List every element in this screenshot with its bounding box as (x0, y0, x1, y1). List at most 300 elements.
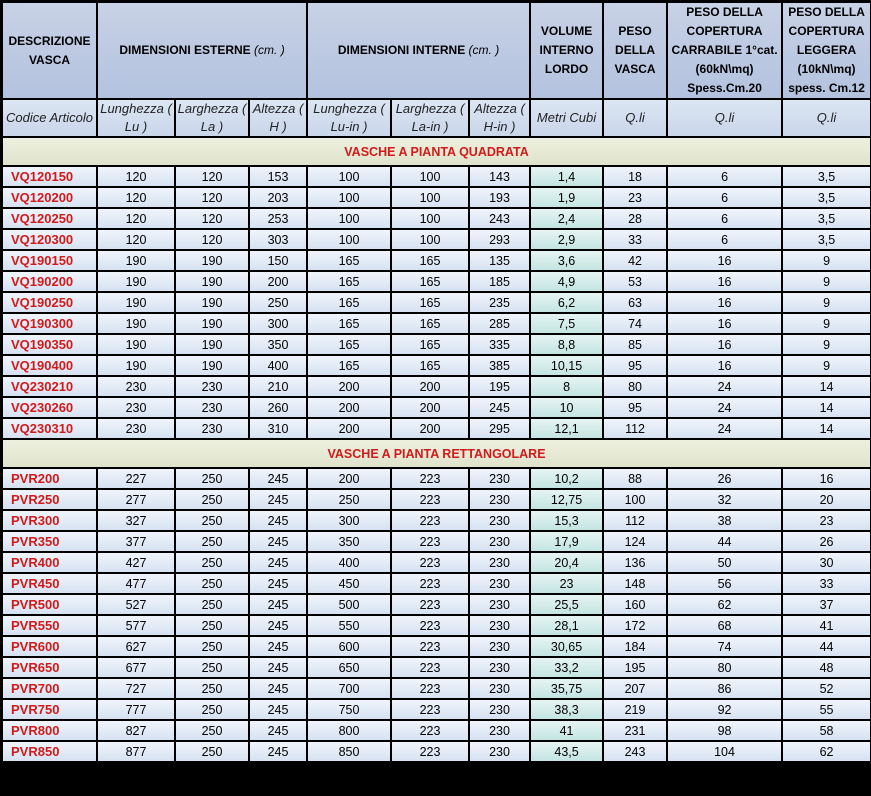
cell-peso-carrabile: 92 (667, 699, 782, 720)
cell-code: VQ230310 (2, 418, 97, 439)
cell-la: 120 (175, 166, 249, 187)
cell-lu: 527 (97, 594, 175, 615)
cell-lu: 727 (97, 678, 175, 699)
cell-peso: 23 (603, 187, 667, 208)
cell-la-in: 223 (391, 657, 469, 678)
cell-la-in: 165 (391, 271, 469, 292)
cell-peso-leggera: 44 (782, 636, 871, 657)
cell-peso-leggera: 16 (782, 468, 871, 489)
cell-h: 245 (249, 615, 307, 636)
cell-h: 245 (249, 510, 307, 531)
cell-lu-in: 400 (307, 552, 391, 573)
table-row (2, 271, 871, 292)
cell-peso: 148 (603, 573, 667, 594)
cell-lu: 827 (97, 720, 175, 741)
cell-h-in: 143 (469, 166, 530, 187)
cell-lu-in: 350 (307, 531, 391, 552)
cell-h: 245 (249, 468, 307, 489)
cell-h-in: 285 (469, 313, 530, 334)
cell-volume: 1,4 (530, 166, 603, 187)
cell-la-in: 223 (391, 699, 469, 720)
cell-h: 200 (249, 271, 307, 292)
cell-la-in: 223 (391, 468, 469, 489)
cell-code: PVR400 (2, 552, 97, 573)
cell-code: PVR200 (2, 468, 97, 489)
cell-peso: 100 (603, 489, 667, 510)
cell-h: 210 (249, 376, 307, 397)
cell-lu-in: 165 (307, 250, 391, 271)
header-volume: VOLUME INTERNO LORDO (530, 2, 603, 99)
cell-lu-in: 800 (307, 720, 391, 741)
cell-peso-leggera: 55 (782, 699, 871, 720)
subheader-codice: Codice Articolo (2, 99, 97, 137)
cell-la-in: 223 (391, 573, 469, 594)
cell-peso: 112 (603, 510, 667, 531)
cell-peso: 33 (603, 229, 667, 250)
cell-lu-in: 200 (307, 376, 391, 397)
cell-la: 120 (175, 208, 249, 229)
cell-la: 190 (175, 334, 249, 355)
cell-la-in: 223 (391, 720, 469, 741)
cell-h: 153 (249, 166, 307, 187)
cell-peso-leggera: 14 (782, 376, 871, 397)
cell-code: VQ230260 (2, 397, 97, 418)
cell-la-in: 165 (391, 334, 469, 355)
table-row (2, 313, 871, 334)
cell-peso: 172 (603, 615, 667, 636)
cell-peso-carrabile: 24 (667, 376, 782, 397)
cell-lu-in: 100 (307, 166, 391, 187)
cell-code: VQ230210 (2, 376, 97, 397)
cell-lu-in: 650 (307, 657, 391, 678)
cell-peso-leggera: 37 (782, 594, 871, 615)
cell-lu-in: 250 (307, 489, 391, 510)
cell-peso: 160 (603, 594, 667, 615)
cell-la: 250 (175, 489, 249, 510)
cell-code: VQ190350 (2, 334, 97, 355)
header-row (2, 2, 871, 99)
subheader-peso-carrabile: Q.li (667, 99, 782, 137)
cell-lu: 190 (97, 271, 175, 292)
table-row (2, 678, 871, 699)
table-row (2, 250, 871, 271)
cell-peso-carrabile: 16 (667, 292, 782, 313)
cell-peso-leggera: 14 (782, 418, 871, 439)
section-header (2, 137, 871, 166)
cell-lu: 230 (97, 376, 175, 397)
cell-volume: 12,1 (530, 418, 603, 439)
cell-lu: 677 (97, 657, 175, 678)
header-dimensioni-interne-unit: (cm. ) (468, 43, 500, 57)
cell-peso: 80 (603, 376, 667, 397)
cell-h: 245 (249, 699, 307, 720)
cell-peso: 42 (603, 250, 667, 271)
cell-la-in: 165 (391, 313, 469, 334)
table-row (2, 166, 871, 187)
cell-peso: 112 (603, 418, 667, 439)
cell-la: 250 (175, 615, 249, 636)
cell-code: PVR750 (2, 699, 97, 720)
cell-la: 250 (175, 741, 249, 762)
cell-volume: 7,5 (530, 313, 603, 334)
cell-lu-in: 100 (307, 229, 391, 250)
table-row (2, 636, 871, 657)
cell-h-in: 230 (469, 678, 530, 699)
subheader-la: Larghezza ( La ) (175, 99, 249, 137)
table-row (2, 376, 871, 397)
cell-lu: 190 (97, 250, 175, 271)
cell-code: VQ190250 (2, 292, 97, 313)
subheader-row (2, 99, 871, 137)
cell-h: 310 (249, 418, 307, 439)
cell-volume: 6,2 (530, 292, 603, 313)
cell-peso-leggera: 41 (782, 615, 871, 636)
cell-lu: 120 (97, 208, 175, 229)
table-row (2, 292, 871, 313)
cell-volume: 35,75 (530, 678, 603, 699)
cell-la-in: 223 (391, 741, 469, 762)
cell-peso-leggera: 9 (782, 355, 871, 376)
cell-peso-leggera: 23 (782, 510, 871, 531)
vasche-table (1, 1, 871, 763)
cell-h-in: 295 (469, 418, 530, 439)
table-row (2, 355, 871, 376)
cell-peso-carrabile: 50 (667, 552, 782, 573)
cell-volume: 10,2 (530, 468, 603, 489)
cell-peso-carrabile: 24 (667, 418, 782, 439)
cell-h-in: 195 (469, 376, 530, 397)
cell-code: VQ120300 (2, 229, 97, 250)
cell-la: 190 (175, 271, 249, 292)
cell-peso-carrabile: 80 (667, 657, 782, 678)
cell-volume: 3,6 (530, 250, 603, 271)
cell-la: 230 (175, 418, 249, 439)
cell-lu-in: 300 (307, 510, 391, 531)
cell-peso-carrabile: 16 (667, 250, 782, 271)
cell-h-in: 185 (469, 271, 530, 292)
cell-la: 250 (175, 657, 249, 678)
cell-peso-leggera: 20 (782, 489, 871, 510)
cell-peso: 124 (603, 531, 667, 552)
cell-la: 230 (175, 376, 249, 397)
cell-h-in: 385 (469, 355, 530, 376)
cell-volume: 4,9 (530, 271, 603, 292)
subheader-lu: Lunghezza ( Lu ) (97, 99, 175, 137)
cell-h: 253 (249, 208, 307, 229)
cell-peso: 28 (603, 208, 667, 229)
cell-la-in: 223 (391, 552, 469, 573)
cell-la-in: 165 (391, 292, 469, 313)
header-peso-carrabile: PESO DELLA COPERTURA CARRABILE 1°cat. (60kN\mq) Spess.Cm.20 (667, 2, 782, 99)
header-dimensioni-interne-label: DIMENSIONI INTERNE (337, 43, 466, 57)
cell-la: 250 (175, 720, 249, 741)
cell-lu-in: 100 (307, 187, 391, 208)
cell-h: 350 (249, 334, 307, 355)
section-title: VASCHE A PIANTA QUADRATA (2, 137, 871, 166)
cell-h-in: 245 (469, 397, 530, 418)
cell-lu-in: 550 (307, 615, 391, 636)
section-header (2, 439, 871, 468)
table-row (2, 741, 871, 762)
cell-la: 190 (175, 355, 249, 376)
cell-h: 303 (249, 229, 307, 250)
cell-code: PVR550 (2, 615, 97, 636)
cell-code: PVR500 (2, 594, 97, 615)
cell-h: 245 (249, 636, 307, 657)
table-row (2, 489, 871, 510)
cell-h-in: 335 (469, 334, 530, 355)
cell-peso: 18 (603, 166, 667, 187)
table-row (2, 208, 871, 229)
cell-lu-in: 100 (307, 208, 391, 229)
cell-lu-in: 450 (307, 573, 391, 594)
cell-peso: 136 (603, 552, 667, 573)
table-row (2, 187, 871, 208)
cell-peso: 231 (603, 720, 667, 741)
cell-h: 245 (249, 594, 307, 615)
cell-peso-carrabile: 104 (667, 741, 782, 762)
header-dimensioni-esterne-unit: (cm. ) (254, 43, 285, 57)
table-row (2, 657, 871, 678)
cell-peso-carrabile: 32 (667, 489, 782, 510)
cell-peso-carrabile: 16 (667, 334, 782, 355)
cell-peso-carrabile: 68 (667, 615, 782, 636)
cell-la-in: 100 (391, 166, 469, 187)
cell-peso: 53 (603, 271, 667, 292)
cell-peso: 95 (603, 355, 667, 376)
cell-peso-leggera: 26 (782, 531, 871, 552)
cell-la-in: 200 (391, 376, 469, 397)
cell-la-in: 165 (391, 355, 469, 376)
header-peso: PESO DELLA VASCA (603, 2, 667, 99)
cell-peso: 88 (603, 468, 667, 489)
cell-h-in: 230 (469, 510, 530, 531)
cell-lu: 227 (97, 468, 175, 489)
cell-volume: 43,5 (530, 741, 603, 762)
cell-peso-leggera: 58 (782, 720, 871, 741)
cell-lu: 230 (97, 397, 175, 418)
cell-h-in: 230 (469, 741, 530, 762)
header-dimensioni-esterne (97, 2, 307, 99)
cell-la: 190 (175, 313, 249, 334)
cell-h: 245 (249, 657, 307, 678)
cell-lu: 627 (97, 636, 175, 657)
header-dimensioni-interne (307, 2, 530, 99)
cell-peso-leggera: 48 (782, 657, 871, 678)
cell-lu-in: 165 (307, 292, 391, 313)
cell-code: PVR250 (2, 489, 97, 510)
cell-lu: 477 (97, 573, 175, 594)
header-descrizione: DESCRIZIONE VASCA (2, 2, 97, 99)
cell-peso-carrabile: 62 (667, 594, 782, 615)
cell-peso-carrabile: 38 (667, 510, 782, 531)
subheader-peso: Q.li (603, 99, 667, 137)
cell-peso-leggera: 52 (782, 678, 871, 699)
table-body (2, 2, 871, 762)
cell-h-in: 235 (469, 292, 530, 313)
cell-la: 230 (175, 397, 249, 418)
cell-h-in: 293 (469, 229, 530, 250)
cell-lu-in: 165 (307, 355, 391, 376)
subheader-hin: Altezza ( H-in ) (469, 99, 530, 137)
table-row (2, 573, 871, 594)
subheader-h: Altezza ( H ) (249, 99, 307, 137)
cell-volume: 15,3 (530, 510, 603, 531)
cell-code: VQ190150 (2, 250, 97, 271)
cell-peso-leggera: 3,5 (782, 229, 871, 250)
cell-peso-leggera: 3,5 (782, 187, 871, 208)
cell-h-in: 230 (469, 636, 530, 657)
cell-volume: 2,4 (530, 208, 603, 229)
cell-volume: 8 (530, 376, 603, 397)
cell-lu-in: 165 (307, 271, 391, 292)
cell-lu: 230 (97, 418, 175, 439)
cell-h: 245 (249, 531, 307, 552)
cell-la: 120 (175, 229, 249, 250)
subheader-volume: Metri Cubi (530, 99, 603, 137)
cell-la: 250 (175, 468, 249, 489)
cell-la: 190 (175, 250, 249, 271)
cell-peso: 63 (603, 292, 667, 313)
table-row (2, 699, 871, 720)
cell-lu: 190 (97, 292, 175, 313)
cell-h-in: 230 (469, 720, 530, 741)
cell-peso-carrabile: 16 (667, 271, 782, 292)
cell-h-in: 230 (469, 594, 530, 615)
cell-h: 245 (249, 741, 307, 762)
cell-code: VQ120150 (2, 166, 97, 187)
cell-lu: 190 (97, 313, 175, 334)
cell-peso-carrabile: 6 (667, 229, 782, 250)
table-row (2, 720, 871, 741)
cell-lu-in: 200 (307, 397, 391, 418)
cell-lu-in: 500 (307, 594, 391, 615)
cell-peso: 195 (603, 657, 667, 678)
cell-lu: 877 (97, 741, 175, 762)
cell-peso-leggera: 33 (782, 573, 871, 594)
table-row (2, 229, 871, 250)
cell-volume: 10,15 (530, 355, 603, 376)
cell-peso-carrabile: 6 (667, 208, 782, 229)
cell-la-in: 223 (391, 636, 469, 657)
cell-peso-leggera: 3,5 (782, 208, 871, 229)
cell-volume: 41 (530, 720, 603, 741)
cell-peso: 74 (603, 313, 667, 334)
cell-peso-leggera: 9 (782, 313, 871, 334)
header-dimensioni-esterne-label: DIMENSIONI ESTERNE (119, 43, 251, 57)
cell-code: VQ120250 (2, 208, 97, 229)
cell-volume: 38,3 (530, 699, 603, 720)
cell-lu-in: 700 (307, 678, 391, 699)
cell-peso-carrabile: 56 (667, 573, 782, 594)
cell-peso-carrabile: 16 (667, 355, 782, 376)
cell-peso: 95 (603, 397, 667, 418)
cell-volume: 17,9 (530, 531, 603, 552)
cell-la: 250 (175, 594, 249, 615)
cell-lu-in: 165 (307, 334, 391, 355)
cell-h-in: 243 (469, 208, 530, 229)
cell-h-in: 230 (469, 573, 530, 594)
cell-peso-leggera: 62 (782, 741, 871, 762)
cell-h-in: 135 (469, 250, 530, 271)
cell-la-in: 223 (391, 615, 469, 636)
cell-lu: 190 (97, 334, 175, 355)
table-row (2, 418, 871, 439)
section-title: VASCHE A PIANTA RETTANGOLARE (2, 439, 871, 468)
cell-h-in: 230 (469, 468, 530, 489)
cell-peso-carrabile: 98 (667, 720, 782, 741)
cell-la-in: 223 (391, 678, 469, 699)
cell-la-in: 100 (391, 208, 469, 229)
cell-peso-carrabile: 26 (667, 468, 782, 489)
cell-code: PVR450 (2, 573, 97, 594)
cell-volume: 25,5 (530, 594, 603, 615)
cell-lu-in: 750 (307, 699, 391, 720)
cell-code: VQ120200 (2, 187, 97, 208)
cell-la: 120 (175, 187, 249, 208)
cell-peso: 207 (603, 678, 667, 699)
cell-peso: 243 (603, 741, 667, 762)
cell-la-in: 223 (391, 594, 469, 615)
cell-volume: 33,2 (530, 657, 603, 678)
cell-peso-carrabile: 6 (667, 187, 782, 208)
cell-h-in: 230 (469, 657, 530, 678)
table-row (2, 510, 871, 531)
cell-la: 250 (175, 531, 249, 552)
table-row (2, 334, 871, 355)
cell-h-in: 230 (469, 531, 530, 552)
cell-peso-leggera: 14 (782, 397, 871, 418)
cell-lu-in: 600 (307, 636, 391, 657)
cell-code: PVR850 (2, 741, 97, 762)
cell-lu-in: 200 (307, 468, 391, 489)
cell-peso-leggera: 9 (782, 271, 871, 292)
cell-volume: 2,9 (530, 229, 603, 250)
table-row (2, 531, 871, 552)
cell-h: 300 (249, 313, 307, 334)
cell-peso-leggera: 3,5 (782, 166, 871, 187)
cell-la: 250 (175, 636, 249, 657)
cell-la-in: 165 (391, 250, 469, 271)
cell-la: 190 (175, 292, 249, 313)
cell-peso-carrabile: 44 (667, 531, 782, 552)
cell-la-in: 100 (391, 187, 469, 208)
cell-code: VQ190300 (2, 313, 97, 334)
cell-h: 245 (249, 678, 307, 699)
cell-la-in: 200 (391, 397, 469, 418)
cell-lu: 190 (97, 355, 175, 376)
table-row (2, 397, 871, 418)
cell-peso: 184 (603, 636, 667, 657)
cell-la-in: 223 (391, 531, 469, 552)
cell-lu-in: 200 (307, 418, 391, 439)
cell-h-in: 230 (469, 699, 530, 720)
cell-volume: 23 (530, 573, 603, 594)
cell-lu: 120 (97, 229, 175, 250)
cell-peso-carrabile: 16 (667, 313, 782, 334)
cell-h-in: 230 (469, 615, 530, 636)
cell-peso-leggera: 30 (782, 552, 871, 573)
cell-code: PVR350 (2, 531, 97, 552)
cell-h: 250 (249, 292, 307, 313)
cell-h: 245 (249, 720, 307, 741)
cell-volume: 30,65 (530, 636, 603, 657)
cell-peso-leggera: 9 (782, 334, 871, 355)
cell-lu: 577 (97, 615, 175, 636)
cell-h: 245 (249, 489, 307, 510)
cell-h-in: 230 (469, 489, 530, 510)
subheader-lain: Larghezza ( La-in ) (391, 99, 469, 137)
